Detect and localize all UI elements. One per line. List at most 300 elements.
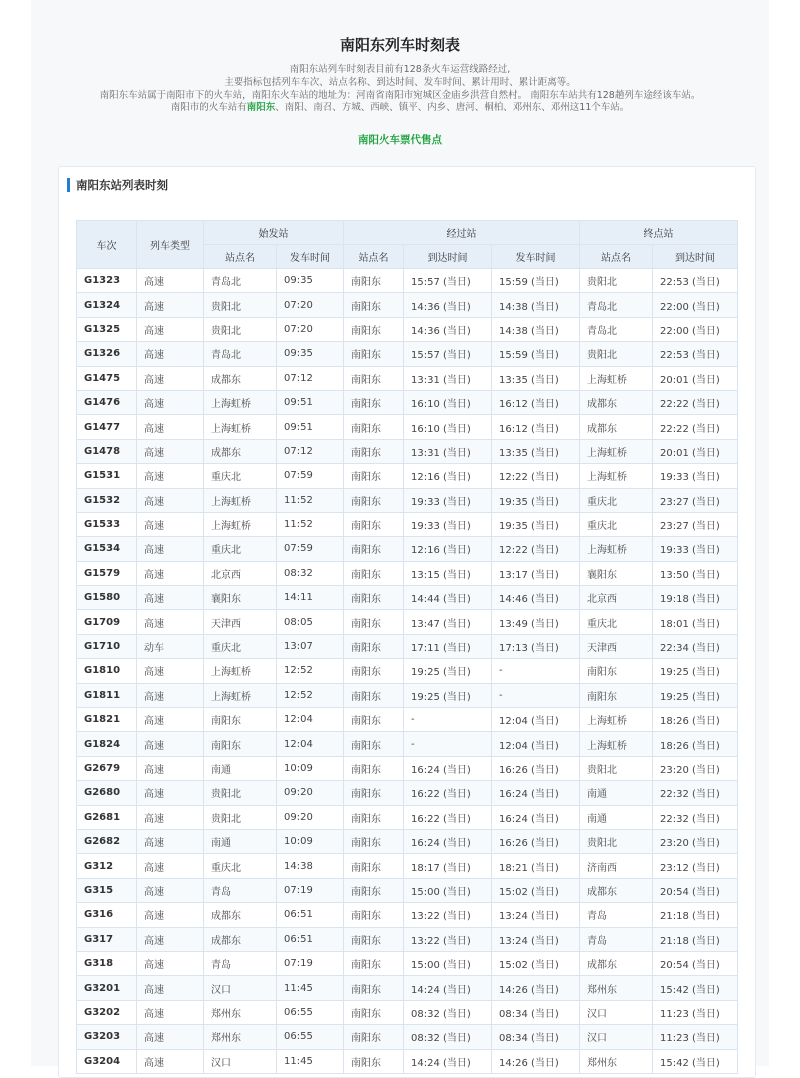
table-row xyxy=(77,1049,738,1073)
terminal-station-cell[interactable]: 贵阳北 xyxy=(580,829,653,853)
pass-depart-cell: 13:17 (当日) xyxy=(492,561,580,585)
pass-arrive-cell: 16:24 (当日) xyxy=(404,829,492,853)
train-type-cell: 高速 xyxy=(137,366,204,390)
train-type-cell: 高速 xyxy=(137,415,204,439)
pass-station-cell[interactable]: 南阳东 xyxy=(344,854,404,878)
origin-station-cell[interactable]: 成都东 xyxy=(204,439,277,463)
pass-station-cell[interactable]: 南阳东 xyxy=(344,683,404,707)
pass-depart-cell: 16:12 (当日) xyxy=(492,415,580,439)
origin-station-cell[interactable]: 贵阳北 xyxy=(204,293,277,317)
table-row xyxy=(77,659,738,683)
train-type-cell: 高速 xyxy=(137,805,204,829)
train-type-cell: 高速 xyxy=(137,708,204,732)
origin-depart-cell: 07:59 xyxy=(277,464,344,488)
terminal-arrive-cell: 20:01 (当日) xyxy=(653,366,738,390)
terminal-arrive-cell: 18:26 (当日) xyxy=(653,732,738,756)
terminal-arrive-cell: 22:00 (当日) xyxy=(653,317,738,341)
origin-depart-cell: 07:12 xyxy=(277,366,344,390)
pass-depart-cell: 16:12 (当日) xyxy=(492,390,580,414)
pass-arrive-cell: 19:25 (当日) xyxy=(404,659,492,683)
train-no-cell[interactable]: G2682 xyxy=(77,829,137,853)
table-row xyxy=(77,683,738,707)
train-no-cell[interactable]: G1475 xyxy=(77,366,137,390)
pass-station-cell[interactable]: 南阳东 xyxy=(344,293,404,317)
pass-depart-cell: 16:26 (当日) xyxy=(492,829,580,853)
pass-depart-cell: 15:02 (当日) xyxy=(492,878,580,902)
pass-depart-cell: - xyxy=(492,659,580,683)
terminal-station-cell[interactable]: 上海虹桥 xyxy=(580,464,653,488)
table-row xyxy=(77,829,738,853)
table-row xyxy=(77,561,738,585)
train-type-cell: 高速 xyxy=(137,976,204,1000)
origin-depart-cell: 12:52 xyxy=(277,659,344,683)
origin-station-cell[interactable]: 青岛 xyxy=(204,951,277,975)
terminal-arrive-cell: 23:27 (当日) xyxy=(653,512,738,536)
terminal-station-cell[interactable]: 贵阳北 xyxy=(580,756,653,780)
train-no-cell[interactable]: G1323 xyxy=(77,269,137,293)
terminal-station-cell[interactable]: 贵阳北 xyxy=(580,342,653,366)
origin-depart-cell: 14:11 xyxy=(277,586,344,610)
origin-depart-cell: 14:38 xyxy=(277,854,344,878)
pass-depart-cell: 08:34 (当日) xyxy=(492,1000,580,1024)
terminal-station-cell[interactable]: 贵阳北 xyxy=(580,269,653,293)
table-row xyxy=(77,634,738,658)
terminal-station-cell[interactable]: 南通 xyxy=(580,805,653,829)
train-no-cell[interactable]: G315 xyxy=(77,878,137,902)
terminal-station-cell[interactable]: 汉口 xyxy=(580,1000,653,1024)
header-passing-station: 经过站 xyxy=(344,221,580,245)
origin-depart-cell: 12:52 xyxy=(277,683,344,707)
pass-station-cell[interactable]: 南阳东 xyxy=(344,976,404,1000)
origin-station-cell[interactable]: 成都东 xyxy=(204,927,277,951)
pass-station-cell[interactable]: 南阳东 xyxy=(344,634,404,658)
terminal-station-cell[interactable]: 青岛 xyxy=(580,927,653,951)
pass-station-cell[interactable]: 南阳东 xyxy=(344,269,404,293)
terminal-arrive-cell: 18:26 (当日) xyxy=(653,708,738,732)
pass-depart-cell: 19:35 (当日) xyxy=(492,512,580,536)
train-no-cell[interactable]: G1810 xyxy=(77,659,137,683)
pass-depart-cell: 16:26 (当日) xyxy=(492,756,580,780)
terminal-arrive-cell: 20:54 (当日) xyxy=(653,878,738,902)
terminal-station-cell[interactable]: 上海虹桥 xyxy=(580,439,653,463)
train-type-cell: 高速 xyxy=(137,927,204,951)
pass-station-cell[interactable]: 南阳东 xyxy=(344,903,404,927)
terminal-arrive-cell: 20:54 (当日) xyxy=(653,951,738,975)
pass-arrive-cell: 13:31 (当日) xyxy=(404,366,492,390)
origin-depart-cell: 12:04 xyxy=(277,708,344,732)
train-no-cell[interactable]: G312 xyxy=(77,854,137,878)
pass-depart-cell: 14:26 (当日) xyxy=(492,976,580,1000)
pass-station-cell[interactable]: 南阳东 xyxy=(344,805,404,829)
origin-depart-cell: 09:51 xyxy=(277,415,344,439)
pass-arrive-cell: 12:16 (当日) xyxy=(404,464,492,488)
train-no-cell[interactable]: G1478 xyxy=(77,439,137,463)
terminal-arrive-cell: 22:34 (当日) xyxy=(653,634,738,658)
train-no-cell[interactable]: G1709 xyxy=(77,610,137,634)
origin-station-cell[interactable]: 贵阳北 xyxy=(204,805,277,829)
header-pass-arrive: 到达时间 xyxy=(404,245,492,269)
origin-depart-cell: 13:07 xyxy=(277,634,344,658)
origin-station-cell[interactable]: 青岛北 xyxy=(204,269,277,293)
origin-station-cell[interactable]: 成都东 xyxy=(204,903,277,927)
origin-station-cell[interactable]: 上海虹桥 xyxy=(204,512,277,536)
terminal-station-cell[interactable]: 济南西 xyxy=(580,854,653,878)
pass-depart-cell: 12:04 (当日) xyxy=(492,708,580,732)
pass-depart-cell: 12:22 (当日) xyxy=(492,464,580,488)
origin-station-cell[interactable]: 青岛北 xyxy=(204,342,277,366)
origin-station-cell[interactable]: 南阳东 xyxy=(204,732,277,756)
origin-station-cell[interactable]: 北京西 xyxy=(204,561,277,585)
train-no-cell[interactable]: G1531 xyxy=(77,464,137,488)
origin-station-cell[interactable]: 上海虹桥 xyxy=(204,683,277,707)
terminal-station-cell[interactable]: 上海虹桥 xyxy=(580,366,653,390)
intro-line-3: 南阳东车站属于南阳市下的火车站，南阳东火车站的地址为：河南省南阳市宛城区金庙乡洪营自然村。 南阳东车站共有128趟列车途经该车站。 xyxy=(99,89,701,101)
train-no-cell[interactable]: G1476 xyxy=(77,390,137,414)
terminal-arrive-cell: 22:32 (当日) xyxy=(653,805,738,829)
terminal-arrive-cell: 22:00 (当日) xyxy=(653,293,738,317)
pass-arrive-cell: 13:22 (当日) xyxy=(404,927,492,951)
terminal-station-cell[interactable]: 北京西 xyxy=(580,586,653,610)
origin-station-cell[interactable]: 重庆北 xyxy=(204,854,277,878)
origin-station-cell[interactable]: 贵阳北 xyxy=(204,781,277,805)
terminal-arrive-cell: 15:42 (当日) xyxy=(653,976,738,1000)
train-type-cell: 高速 xyxy=(137,732,204,756)
intro-line-4-prefix: 南阳市的火车站有 xyxy=(170,102,247,114)
origin-station-cell[interactable]: 重庆北 xyxy=(204,537,277,561)
pass-arrive-cell: 16:24 (当日) xyxy=(404,756,492,780)
origin-station-cell[interactable]: 青岛 xyxy=(204,878,277,902)
pass-arrive-cell: 19:33 (当日) xyxy=(404,488,492,512)
terminal-station-cell[interactable]: 南通 xyxy=(580,781,653,805)
train-type-cell: 高速 xyxy=(137,390,204,414)
train-no-cell[interactable]: G317 xyxy=(77,927,137,951)
train-no-cell[interactable]: G2680 xyxy=(77,781,137,805)
terminal-station-cell[interactable]: 成都东 xyxy=(580,390,653,414)
terminal-arrive-cell: 23:20 (当日) xyxy=(653,756,738,780)
pass-station-cell[interactable]: 南阳东 xyxy=(344,878,404,902)
page-title: 南阳东列车时刻表 xyxy=(339,36,460,54)
header-pass-name: 站点名 xyxy=(344,245,404,269)
train-no-cell[interactable]: G1710 xyxy=(77,634,137,658)
pass-station-cell[interactable]: 南阳东 xyxy=(344,1025,404,1049)
terminal-arrive-cell: 22:22 (当日) xyxy=(653,415,738,439)
terminal-station-cell[interactable]: 上海虹桥 xyxy=(580,732,653,756)
terminal-station-cell[interactable]: 上海虹桥 xyxy=(580,537,653,561)
pass-depart-cell: 19:35 (当日) xyxy=(492,488,580,512)
table-row xyxy=(77,903,738,927)
pass-arrive-cell: 18:17 (当日) xyxy=(404,854,492,878)
intro-line-2: 主要指标包括列车车次、站点名称、到达时间、发车时间、累计用时、累计距离等。 xyxy=(224,76,576,88)
terminal-station-cell[interactable]: 南阳东 xyxy=(580,683,653,707)
terminal-station-cell[interactable]: 青岛北 xyxy=(580,293,653,317)
pass-arrive-cell: 14:36 (当日) xyxy=(404,317,492,341)
pass-station-cell[interactable]: 南阳东 xyxy=(344,439,404,463)
terminal-station-cell[interactable]: 汉口 xyxy=(580,1025,653,1049)
train-no-cell[interactable]: G1579 xyxy=(77,561,137,585)
train-type-cell: 高速 xyxy=(137,488,204,512)
train-type-cell: 高速 xyxy=(137,951,204,975)
terminal-station-cell[interactable]: 天津西 xyxy=(580,634,653,658)
train-type-cell: 高速 xyxy=(137,269,204,293)
header-terminal-arrive: 到达时间 xyxy=(653,245,738,269)
pass-arrive-cell: 15:57 (当日) xyxy=(404,269,492,293)
terminal-arrive-cell: 19:25 (当日) xyxy=(653,659,738,683)
origin-depart-cell: 10:09 xyxy=(277,829,344,853)
page-container xyxy=(31,0,769,1069)
table-row xyxy=(77,854,738,878)
pass-arrive-cell: 13:31 (当日) xyxy=(404,439,492,463)
origin-depart-cell: 06:51 xyxy=(277,927,344,951)
train-no-cell[interactable]: G316 xyxy=(77,903,137,927)
origin-depart-cell: 07:20 xyxy=(277,293,344,317)
train-type-cell: 高速 xyxy=(137,342,204,366)
terminal-arrive-cell: 15:42 (当日) xyxy=(653,1049,738,1073)
pass-station-cell[interactable]: 南阳东 xyxy=(344,829,404,853)
table-row xyxy=(77,610,738,634)
train-type-cell: 高速 xyxy=(137,512,204,536)
terminal-station-cell[interactable]: 成都东 xyxy=(580,878,653,902)
train-no-cell[interactable]: G1534 xyxy=(77,537,137,561)
table-row xyxy=(77,1025,738,1049)
table-row xyxy=(77,439,738,463)
origin-station-cell[interactable]: 上海虹桥 xyxy=(204,488,277,512)
intro-text xyxy=(31,64,769,115)
terminal-arrive-cell: 23:27 (当日) xyxy=(653,488,738,512)
origin-station-cell[interactable]: 天津西 xyxy=(204,610,277,634)
table-row xyxy=(77,951,738,975)
train-type-cell: 高速 xyxy=(137,829,204,853)
train-no-cell[interactable]: G318 xyxy=(77,951,137,975)
origin-station-cell[interactable]: 上海虹桥 xyxy=(204,415,277,439)
origin-station-cell[interactable]: 襄阳东 xyxy=(204,586,277,610)
pass-depart-cell: 14:38 (当日) xyxy=(492,293,580,317)
train-type-cell: 高速 xyxy=(137,439,204,463)
origin-station-cell[interactable]: 成都东 xyxy=(204,366,277,390)
pass-station-cell[interactable]: 南阳东 xyxy=(344,1049,404,1073)
pass-station-cell[interactable]: 南阳东 xyxy=(344,951,404,975)
origin-station-cell[interactable]: 郑州东 xyxy=(204,1000,277,1024)
pass-station-cell[interactable]: 南阳东 xyxy=(344,512,404,536)
pass-arrive-cell: 08:32 (当日) xyxy=(404,1000,492,1024)
pass-depart-cell: 12:22 (当日) xyxy=(492,537,580,561)
terminal-station-cell[interactable]: 郑州东 xyxy=(580,976,653,1000)
terminal-arrive-cell: 22:53 (当日) xyxy=(653,269,738,293)
train-no-cell[interactable]: G3201 xyxy=(77,976,137,1000)
pass-depart-cell: 13:24 (当日) xyxy=(492,903,580,927)
train-no-cell[interactable]: G3203 xyxy=(77,1025,137,1049)
train-type-cell: 高速 xyxy=(137,293,204,317)
terminal-arrive-cell: 23:20 (当日) xyxy=(653,829,738,853)
section-title: 南阳东站列表时刻 xyxy=(67,178,168,192)
train-no-cell[interactable]: G2681 xyxy=(77,805,137,829)
train-no-cell[interactable]: G1325 xyxy=(77,317,137,341)
train-no-cell[interactable]: G1533 xyxy=(77,512,137,536)
origin-station-cell[interactable]: 南通 xyxy=(204,829,277,853)
origin-depart-cell: 09:20 xyxy=(277,781,344,805)
pass-arrive-cell: 15:00 (当日) xyxy=(404,951,492,975)
pass-station-cell[interactable]: 南阳东 xyxy=(344,927,404,951)
pass-station-cell[interactable]: 南阳东 xyxy=(344,756,404,780)
pass-station-cell[interactable]: 南阳东 xyxy=(344,659,404,683)
train-no-cell[interactable]: G3204 xyxy=(77,1049,137,1073)
pass-arrive-cell: - xyxy=(404,732,492,756)
terminal-arrive-cell: 19:33 (当日) xyxy=(653,537,738,561)
origin-depart-cell: 09:20 xyxy=(277,805,344,829)
train-no-cell[interactable]: G1532 xyxy=(77,488,137,512)
train-no-cell[interactable]: G3202 xyxy=(77,1000,137,1024)
train-no-cell[interactable]: G1811 xyxy=(77,683,137,707)
train-type-cell: 高速 xyxy=(137,561,204,585)
pass-station-cell[interactable]: 南阳东 xyxy=(344,488,404,512)
terminal-station-cell[interactable]: 重庆北 xyxy=(580,512,653,536)
origin-depart-cell: 07:19 xyxy=(277,878,344,902)
terminal-arrive-cell: 19:33 (当日) xyxy=(653,464,738,488)
train-no-cell[interactable]: G1821 xyxy=(77,708,137,732)
table-row xyxy=(77,781,738,805)
train-type-cell: 高速 xyxy=(137,1000,204,1024)
table-row xyxy=(77,464,738,488)
origin-station-cell[interactable]: 上海虹桥 xyxy=(204,659,277,683)
terminal-station-cell[interactable]: 青岛 xyxy=(580,903,653,927)
intro-line-4-suffix: 、南阳、南召、方城、西峡、镇平、内乡、唐河、桐柏、邓州东、邓州这11个车站。 xyxy=(275,102,630,114)
pass-station-cell[interactable]: 南阳东 xyxy=(344,464,404,488)
timetable xyxy=(76,220,738,1074)
pass-station-cell[interactable]: 南阳东 xyxy=(344,342,404,366)
pass-station-cell[interactable]: 南阳东 xyxy=(344,781,404,805)
origin-station-cell[interactable]: 重庆北 xyxy=(204,634,277,658)
pass-depart-cell: 15:59 (当日) xyxy=(492,269,580,293)
pass-station-cell[interactable]: 南阳东 xyxy=(344,366,404,390)
terminal-station-cell[interactable]: 成都东 xyxy=(580,951,653,975)
terminal-station-cell[interactable]: 南阳东 xyxy=(580,659,653,683)
train-type-cell: 高速 xyxy=(137,683,204,707)
pass-depart-cell: 18:21 (当日) xyxy=(492,854,580,878)
train-type-cell: 高速 xyxy=(137,878,204,902)
ticket-agent-link[interactable]: 南阳火车票代售点 xyxy=(358,134,442,146)
train-no-cell[interactable]: G1326 xyxy=(77,342,137,366)
origin-station-cell[interactable]: 郑州东 xyxy=(204,1025,277,1049)
origin-depart-cell: 06:51 xyxy=(277,903,344,927)
origin-depart-cell: 11:52 xyxy=(277,512,344,536)
terminal-arrive-cell: 19:25 (当日) xyxy=(653,683,738,707)
table-row xyxy=(77,366,738,390)
origin-depart-cell: 08:05 xyxy=(277,610,344,634)
pass-station-cell[interactable]: 南阳东 xyxy=(344,1000,404,1024)
terminal-arrive-cell: 19:18 (当日) xyxy=(653,586,738,610)
table-row xyxy=(77,756,738,780)
header-terminal-station: 终点站 xyxy=(580,221,738,245)
terminal-station-cell[interactable]: 重庆北 xyxy=(580,610,653,634)
header-origin-name: 站点名 xyxy=(204,245,277,269)
origin-depart-cell: 09:51 xyxy=(277,390,344,414)
pass-depart-cell: 13:24 (当日) xyxy=(492,927,580,951)
train-no-cell[interactable]: G1580 xyxy=(77,586,137,610)
pass-depart-cell: 14:46 (当日) xyxy=(492,586,580,610)
intro-line-4 xyxy=(31,102,769,115)
terminal-station-cell[interactable]: 郑州东 xyxy=(580,1049,653,1073)
table-row xyxy=(77,342,738,366)
origin-depart-cell: 08:32 xyxy=(277,561,344,585)
pass-station-cell[interactable]: 南阳东 xyxy=(344,732,404,756)
origin-depart-cell: 11:45 xyxy=(277,976,344,1000)
table-row xyxy=(77,708,738,732)
pass-station-cell[interactable]: 南阳东 xyxy=(344,586,404,610)
table-row xyxy=(77,488,738,512)
pass-arrive-cell: 16:10 (当日) xyxy=(404,390,492,414)
header-train-type: 列车类型 xyxy=(137,221,204,269)
pass-arrive-cell: 08:32 (当日) xyxy=(404,1025,492,1049)
train-no-cell[interactable]: G1477 xyxy=(77,415,137,439)
pass-depart-cell: 16:24 (当日) xyxy=(492,805,580,829)
origin-station-cell[interactable]: 南通 xyxy=(204,756,277,780)
train-no-cell[interactable]: G1324 xyxy=(77,293,137,317)
origin-station-cell[interactable]: 重庆北 xyxy=(204,464,277,488)
terminal-station-cell[interactable]: 重庆北 xyxy=(580,488,653,512)
train-type-cell: 高速 xyxy=(137,903,204,927)
pass-depart-cell: 13:49 (当日) xyxy=(492,610,580,634)
table-row xyxy=(77,976,738,1000)
pass-depart-cell: 14:26 (当日) xyxy=(492,1049,580,1073)
pass-station-cell[interactable]: 南阳东 xyxy=(344,610,404,634)
pass-depart-cell: 12:04 (当日) xyxy=(492,732,580,756)
origin-station-cell[interactable]: 贵阳北 xyxy=(204,317,277,341)
timetable-body xyxy=(77,269,738,1074)
timetable-panel xyxy=(58,166,756,1078)
pass-station-cell[interactable]: 南阳东 xyxy=(344,317,404,341)
pass-station-cell[interactable]: 南阳东 xyxy=(344,708,404,732)
pass-station-cell[interactable]: 南阳东 xyxy=(344,415,404,439)
table-row xyxy=(77,415,738,439)
table-row xyxy=(77,805,738,829)
terminal-arrive-cell: 13:50 (当日) xyxy=(653,561,738,585)
train-type-cell: 高速 xyxy=(137,854,204,878)
origin-station-cell[interactable]: 南阳东 xyxy=(204,708,277,732)
train-type-cell: 高速 xyxy=(137,1049,204,1073)
terminal-station-cell[interactable]: 上海虹桥 xyxy=(580,708,653,732)
pass-arrive-cell: 16:22 (当日) xyxy=(404,805,492,829)
pass-arrive-cell: - xyxy=(404,708,492,732)
table-row xyxy=(77,293,738,317)
train-no-cell[interactable]: G2679 xyxy=(77,756,137,780)
train-no-cell[interactable]: G1824 xyxy=(77,732,137,756)
header-pass-depart: 发车时间 xyxy=(492,245,580,269)
origin-station-cell[interactable]: 汉口 xyxy=(204,976,277,1000)
pass-depart-cell: 16:24 (当日) xyxy=(492,781,580,805)
pass-arrive-cell: 17:11 (当日) xyxy=(404,634,492,658)
pass-station-cell[interactable]: 南阳东 xyxy=(344,561,404,585)
pass-station-cell[interactable]: 南阳东 xyxy=(344,390,404,414)
train-type-cell: 高速 xyxy=(137,610,204,634)
origin-depart-cell: 11:52 xyxy=(277,488,344,512)
train-type-cell: 高速 xyxy=(137,756,204,780)
origin-station-cell[interactable]: 汉口 xyxy=(204,1049,277,1073)
terminal-station-cell[interactable]: 成都东 xyxy=(580,415,653,439)
pass-depart-cell: 15:02 (当日) xyxy=(492,951,580,975)
origin-station-cell[interactable]: 上海虹桥 xyxy=(204,390,277,414)
pass-arrive-cell: 19:25 (当日) xyxy=(404,683,492,707)
terminal-station-cell[interactable]: 襄阳东 xyxy=(580,561,653,585)
pass-arrive-cell: 15:00 (当日) xyxy=(404,878,492,902)
origin-depart-cell: 09:35 xyxy=(277,269,344,293)
terminal-arrive-cell: 18:01 (当日) xyxy=(653,610,738,634)
pass-depart-cell: 14:38 (当日) xyxy=(492,317,580,341)
station-link-nanyangdong[interactable]: 南阳东 xyxy=(246,102,276,114)
terminal-station-cell[interactable]: 青岛北 xyxy=(580,317,653,341)
pass-arrive-cell: 14:24 (当日) xyxy=(404,1049,492,1073)
origin-depart-cell: 06:55 xyxy=(277,1000,344,1024)
pass-station-cell[interactable]: 南阳东 xyxy=(344,537,404,561)
origin-depart-cell: 12:04 xyxy=(277,732,344,756)
